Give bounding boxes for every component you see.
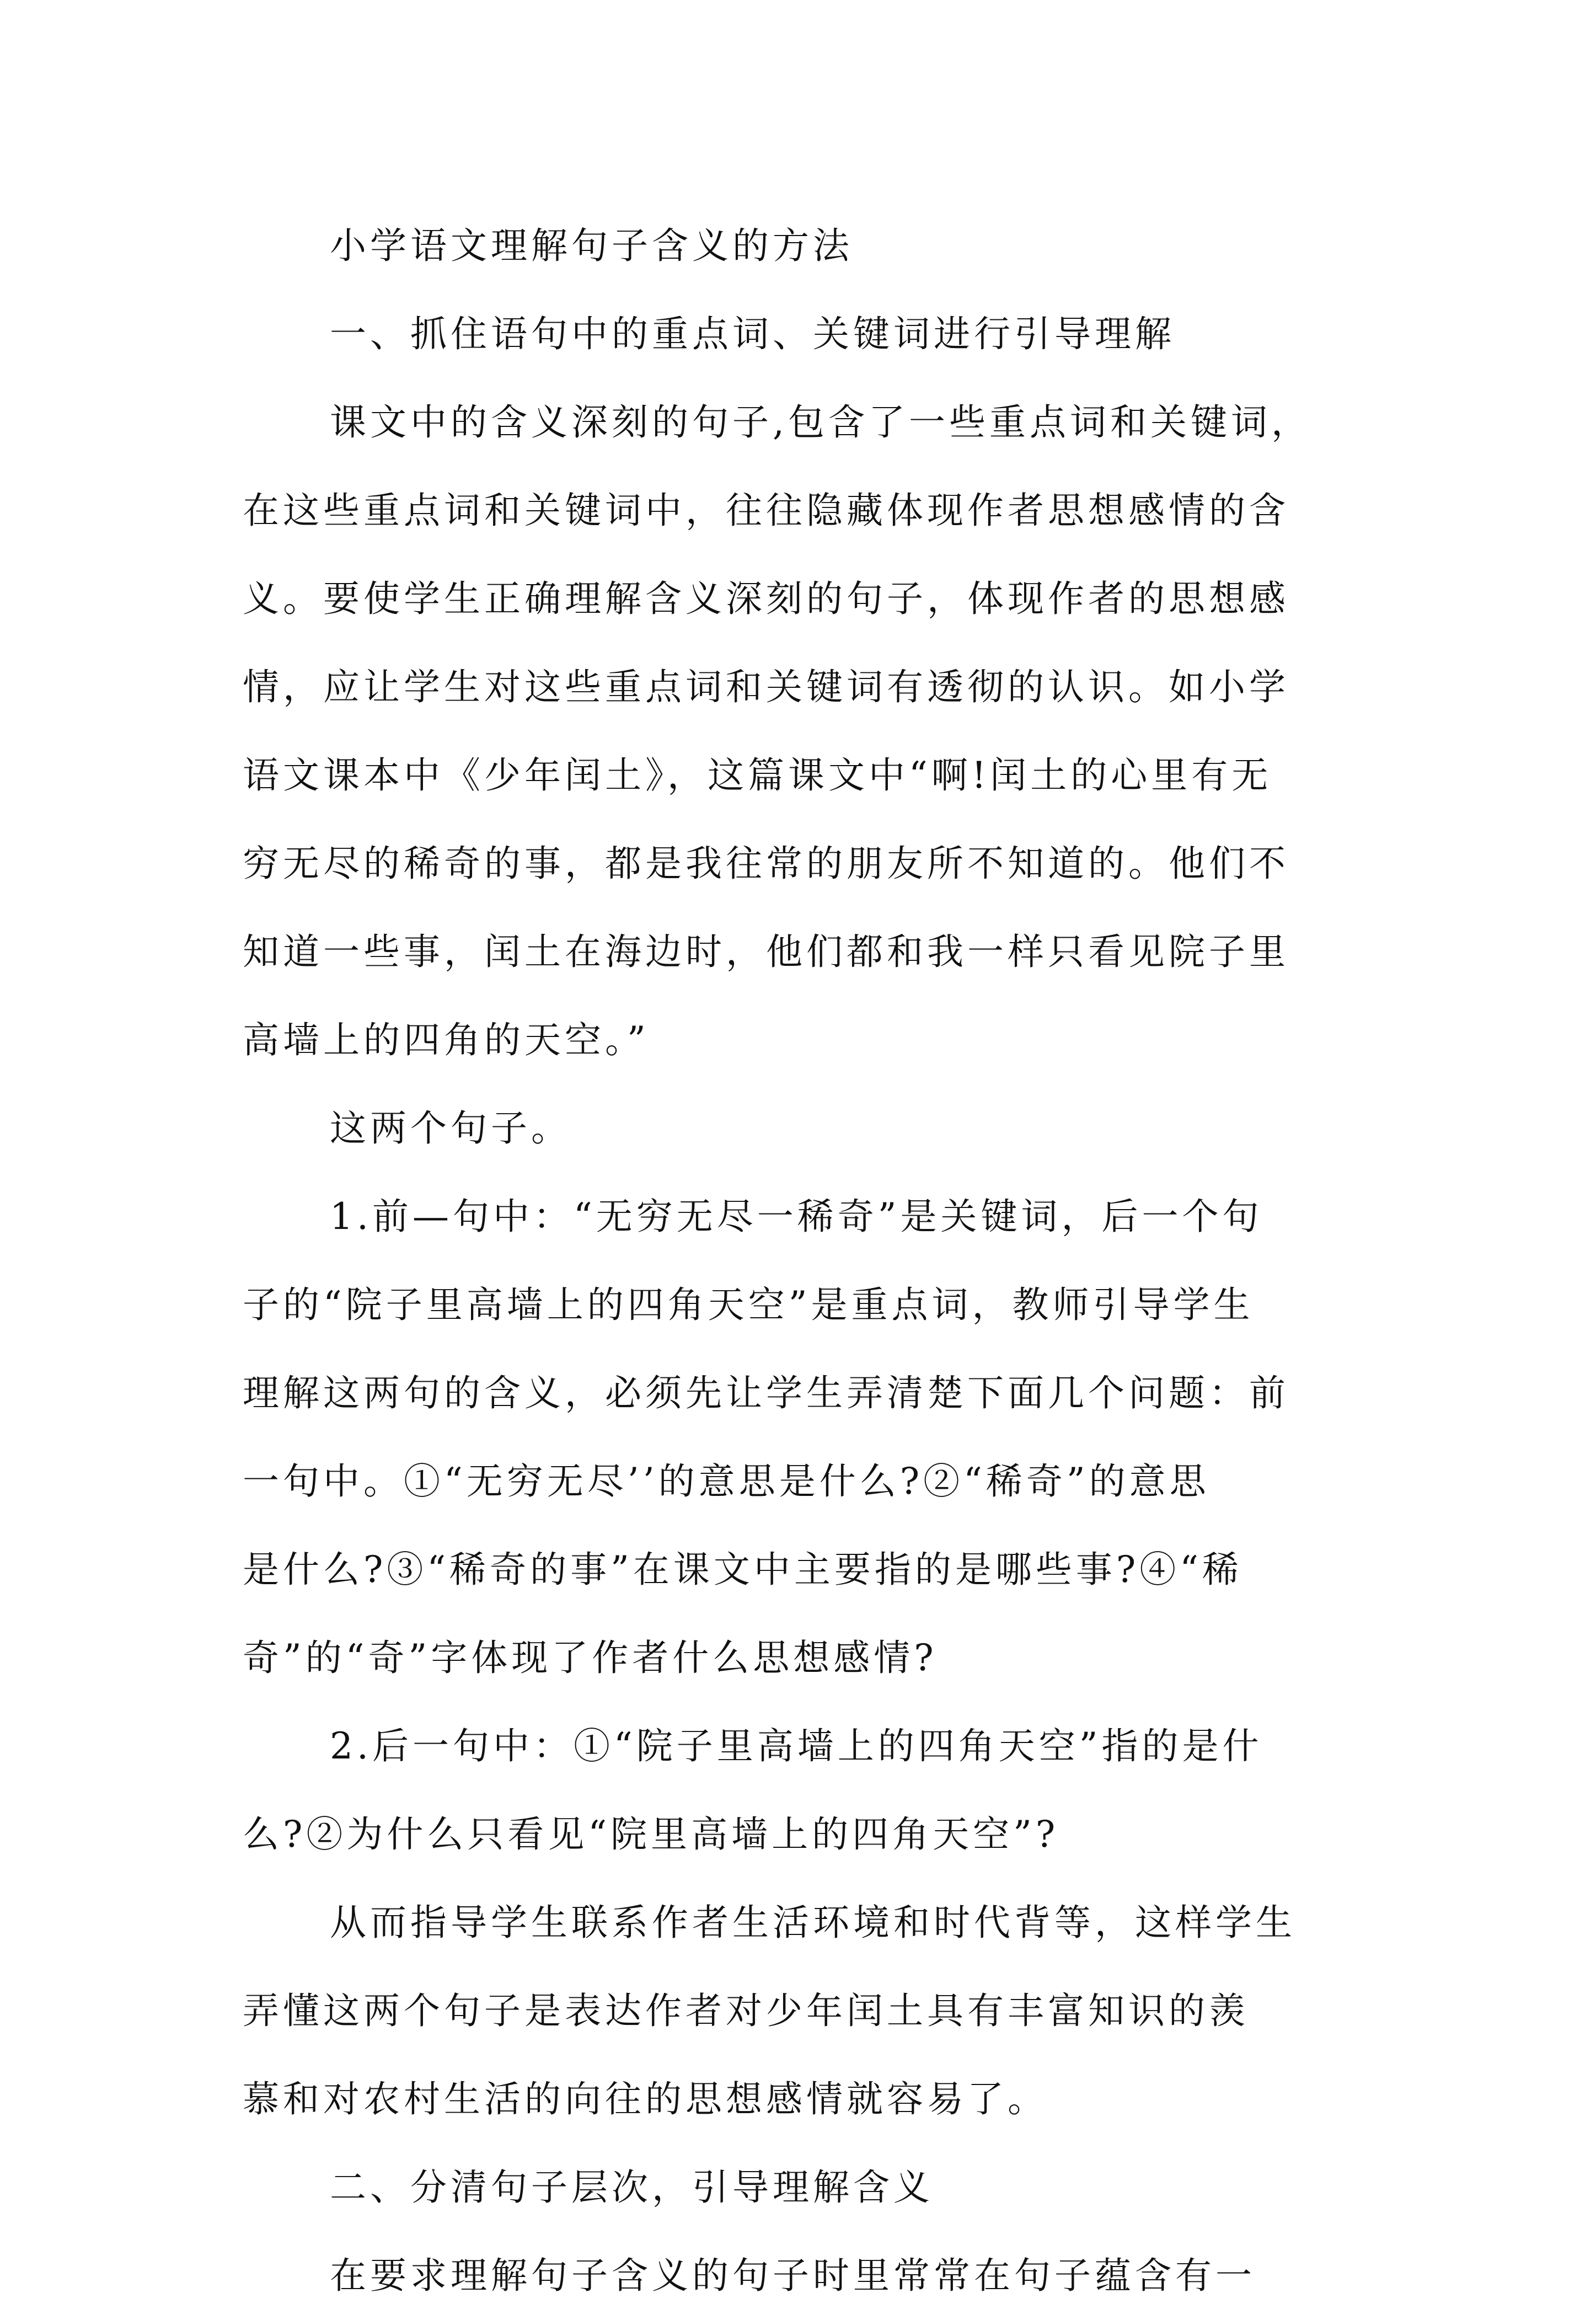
text-line: 奇”的“奇”字体现了作者什么思想感情? (243, 1637, 938, 1679)
text-line: 么?②为什么只看见“院里高墙上的四角天空”? (243, 1813, 1059, 1856)
text-line: 高墙上的四角的天空。” (243, 1019, 650, 1061)
text-line: 慕和对农村生活的向往的思想感情就容易了。 (243, 2078, 1048, 2120)
text-line: 义。要使学生正确理解含义深刻的句子，体现作者的思想感 (243, 578, 1289, 620)
text-line: 弄懂这两个句子是表达作者对少年闰土具有丰富知识的羡 (243, 1990, 1249, 2032)
text-line: 在要求理解句子含义的句子时里常常在句子蕴含有一 (330, 2254, 1256, 2297)
text-line: 一、抓住语句中的重点词、关键词进行引导理解 (330, 313, 1175, 355)
text-line: 小学语文理解句子含义的方法 (330, 224, 853, 267)
text-line: 理解这两句的含义，必须先让学生弄清楚下面几个问题：前 (243, 1372, 1289, 1414)
text-line: 1.前—句中：“无穷无尽一稀奇”是关键词，后一个句 (330, 1195, 1263, 1238)
text-line: 子的“院子里高墙上的四角天空”是重点词，教师引导学生 (243, 1284, 1254, 1326)
text-line: 知道一些事，闰土在海边时，他们都和我一样只看见院子里 (243, 931, 1289, 973)
text-line: 语文课本中《少年闰土》，这篇课文中“啊!闰土的心里有无 (243, 754, 1272, 797)
text-line: 是什么?③“稀奇的事”在课文中主要指的是哪些事?④“稀 (243, 1548, 1242, 1591)
text-line: 2.后一句中：①“院子里高墙上的四角天空”指的是什 (330, 1725, 1263, 1767)
text-line: 情，应让学生对这些重点词和关键词有透彻的认识。如小学 (243, 666, 1289, 708)
text-line: 在这些重点词和关键词中，往往隐藏体现作者思想感情的含 (243, 489, 1289, 532)
text-line: 课文中的含义深刻的句子,包含了一些重点词和关键词， (330, 401, 1311, 443)
text-line: 一句中。①“无穷无尽’’的意思是什么?②“稀奇”的意思 (243, 1460, 1210, 1503)
text-line: 二、分清句子层次，引导理解含义 (330, 2166, 934, 2209)
document-body (243, 202, 1368, 2320)
text-line: 穷无尽的稀奇的事，都是我往常的朋友所不知道的。他们不 (243, 842, 1289, 885)
text-line: 从而指导学生联系作者生活环境和时代背等，这样学生 (330, 1901, 1296, 1944)
text-line: 这两个句子。 (330, 1107, 571, 1150)
